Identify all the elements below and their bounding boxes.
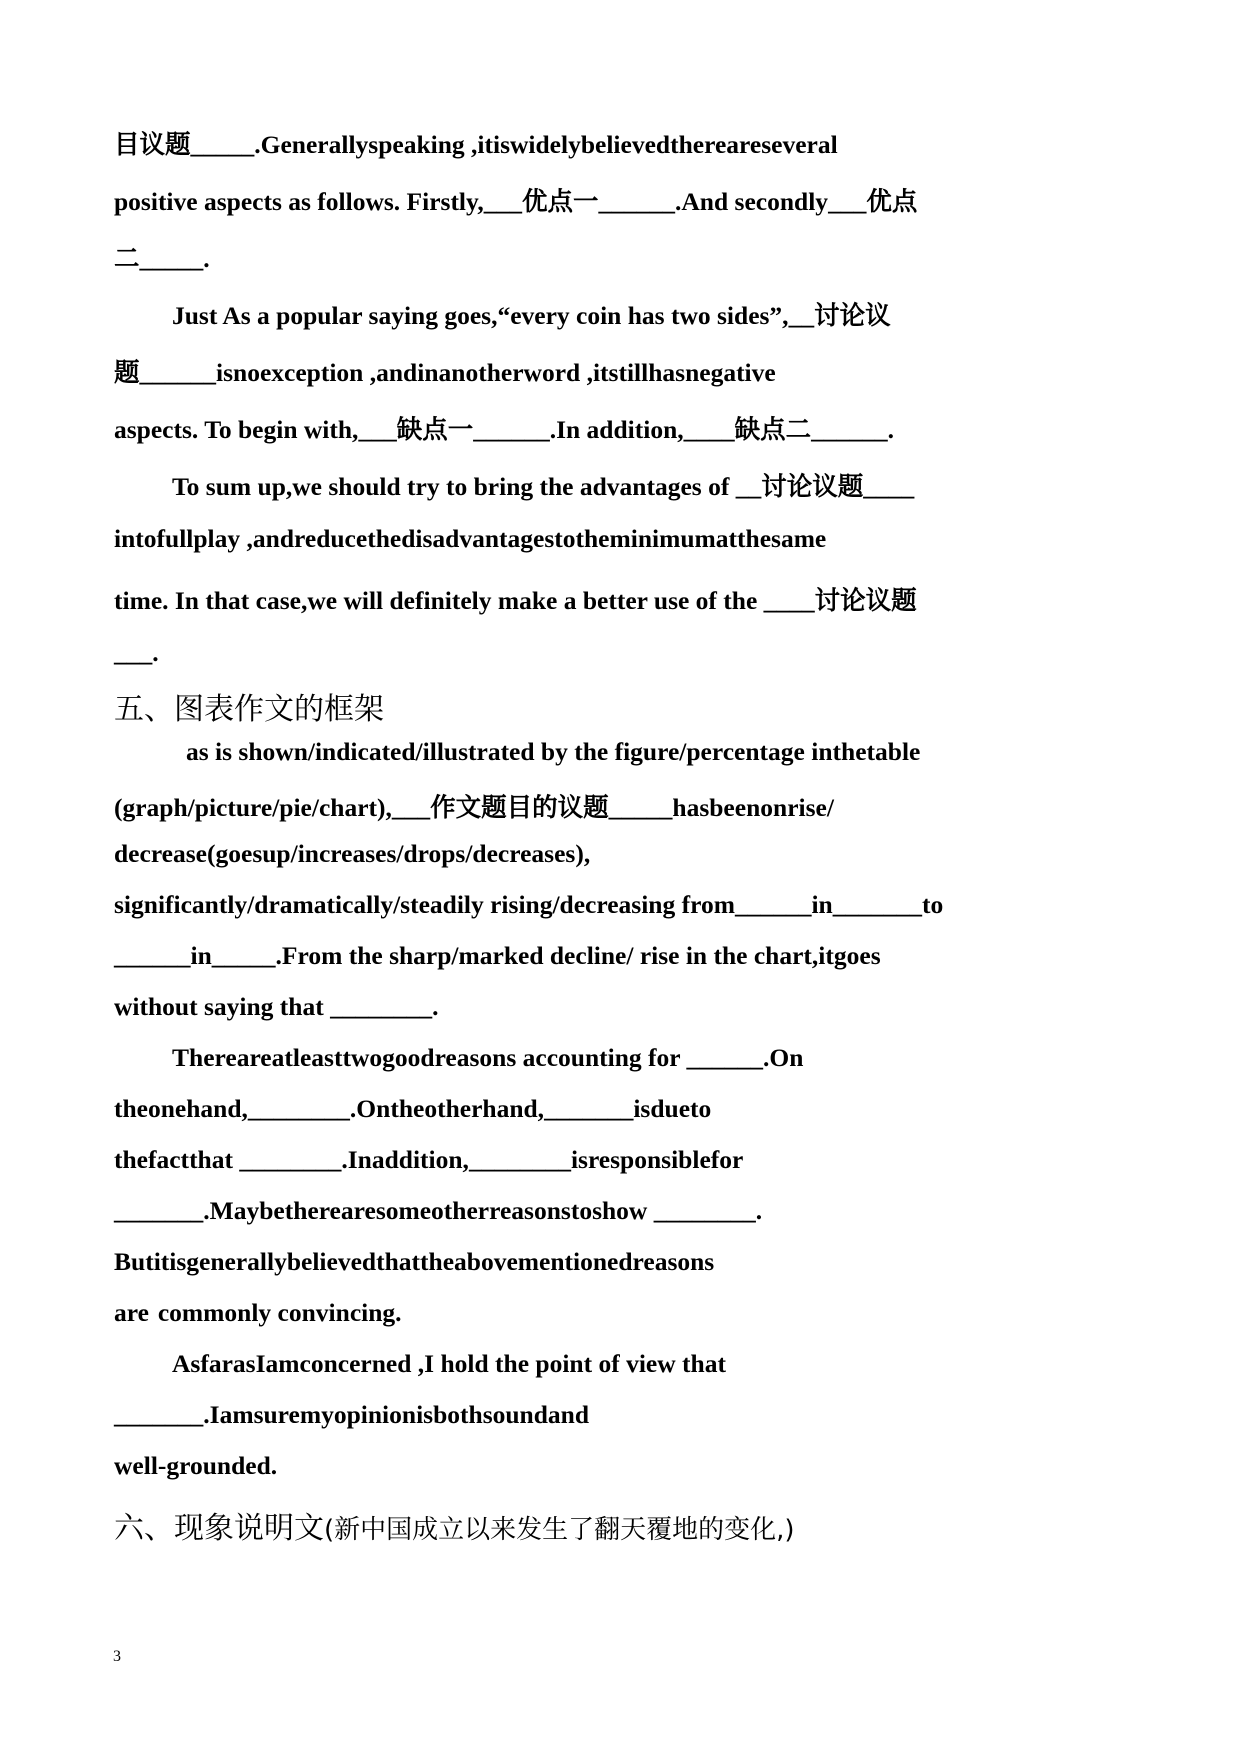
word: Generally [260,130,369,159]
word: is [570,1145,588,1174]
word: has [648,358,686,387]
word: hand, [186,1094,248,1123]
text-line [114,839,1097,890]
word: in [417,358,439,387]
word: we will definitely make a better use of the ____讨论议题 [307,586,917,615]
word: negative [685,358,776,387]
word: On [769,1043,804,1072]
word: into [114,524,157,553]
word: On [356,1094,391,1123]
word: , [583,839,591,868]
page-content [114,125,1097,1556]
word: goes [833,941,881,970]
word: believed [286,1247,377,1276]
word: in [811,890,833,919]
word: In [347,1145,372,1174]
word: disadvantages [401,524,555,553]
word: significantly/dramatically/steadily rising/decreasing from______ [114,890,812,919]
word: reasons accounting for ______. [434,1043,770,1072]
word: as [232,1349,256,1378]
word: I hold the point of view that [424,1349,726,1378]
word: opinion [333,1400,417,1429]
word: the [575,524,610,553]
paragraph-chart-description [114,737,1097,1043]
word: is [169,1247,187,1276]
text-line [114,410,1097,467]
text-line [114,524,1097,581]
word: for [710,1145,744,1174]
word: two [342,1043,383,1072]
word: one [148,1094,187,1123]
word: am [219,1400,254,1429]
word: been [709,793,761,822]
text-line [114,296,1097,353]
word: speaking , [368,130,478,159]
text-line [114,737,1097,788]
word: it [818,941,834,970]
word: mentioned [517,1247,633,1276]
word: has [672,793,710,822]
word: aspects. To begin with, [114,415,359,444]
word: reasons [632,1247,715,1276]
text-line [114,1400,1097,1451]
word: But [114,1247,154,1276]
word: in [190,941,212,970]
word: ____缺点二______. [683,415,895,444]
word: In addition, [556,415,684,444]
word: believed [580,130,671,159]
word: far [200,1349,233,1378]
word: reasons [489,1196,571,1225]
text-line [114,1145,1097,1196]
paragraph-opinion [114,1349,1097,1502]
word: it [477,130,493,159]
paragraph-advantages [114,125,1097,296]
word: (graph/picture/pie/chart), [114,793,392,822]
word: commonly convincing. [157,1298,402,1327]
word: are [726,130,762,159]
word: time. In that case, [114,586,308,615]
word: the [114,1145,148,1174]
word: good [382,1043,435,1072]
word: there [284,1196,341,1225]
word: to [690,1094,712,1123]
page-number: 3 [113,1648,121,1665]
word: my [299,1400,334,1429]
word: There [172,1043,237,1072]
word: From the sharp/marked decline/ rise in the chart, [281,941,819,970]
word: the [737,524,772,553]
word: 题______ [114,358,217,387]
word: __讨论议 [788,301,891,330]
word: to [554,524,576,553]
text-line: ___. [114,638,159,667]
text-line [114,125,1097,182]
word: concerned , [299,1349,425,1378]
word: the [367,524,402,553]
word: is [633,1094,651,1123]
text-line [114,1349,1097,1400]
text-line [114,941,1097,992]
word: ______ [114,941,191,970]
word: word , [523,358,593,387]
word: some [375,1196,432,1225]
word: As [172,1349,201,1378]
word: _____. [211,941,282,970]
word: is [216,358,234,387]
word: at [715,524,738,553]
word: as is shown/indicated/illustrated by the figure/percentage in [186,737,833,766]
word: Maybe [209,1196,285,1225]
word: sure [253,1400,300,1429]
text-line [114,1247,1097,1298]
word: and [252,524,295,553]
text-line [114,467,1097,524]
word: we should try to bring the advantages of __讨论议题____ [292,472,915,501]
word: the [832,737,867,766]
word: fact [148,1145,190,1174]
word: at [271,1043,293,1072]
word: reduce [294,524,368,553]
word: table [866,737,921,766]
word: ___优点一______. [483,187,682,216]
word: am [265,1349,300,1378]
word: And secondly [681,187,829,216]
word: same [771,524,827,553]
word: ___缺点一______. [358,415,557,444]
word: to [570,1196,593,1225]
word: still [608,358,649,387]
text-line: 二_____. [114,244,210,273]
paragraph-reasons [114,1043,1097,1349]
text-line [114,890,1097,941]
word: Just As a popular saying goes, [172,301,498,330]
word: several [761,130,838,159]
word: responsible [587,1145,711,1174]
word: ________ [468,1145,571,1174]
word: play , [193,524,253,553]
word: that ________. [189,1145,348,1174]
word: that [376,1247,421,1276]
word: positive aspects as follows. Firstly, [114,187,484,216]
word: other [424,1094,483,1123]
word: ___作文题目的议题_____ [391,793,673,822]
word: _______ [832,890,922,919]
word: generally [186,1247,287,1276]
word: 目议题_____. [114,130,261,159]
word: the [390,1094,425,1123]
word: other [431,1196,490,1225]
word: goesup/increases/drops/decreases [215,839,576,868]
word: the [114,1094,148,1123]
heading-main: 六、现象说明文 [114,1511,324,1546]
word: it [592,358,609,387]
section-heading-chart-essay: 五、图表作文的框架 [114,692,384,727]
word: _______ [544,1094,634,1123]
word: exception , [259,358,377,387]
text-line [114,1094,1097,1145]
section-heading-phenomenon-essay [114,1502,1097,1556]
word: _______. [114,1400,210,1429]
word: due [650,1094,691,1123]
word: are [340,1196,376,1225]
word: ________. [247,1094,357,1123]
word: and [547,1400,590,1429]
text-line [114,353,1097,410]
paragraph-disadvantages [114,296,1097,467]
word: _______. [114,1196,210,1225]
word: it [153,1247,170,1276]
text-line [114,182,1097,239]
word: on [760,793,788,822]
word: hand, [482,1094,545,1123]
text-line [114,1196,1097,1247]
word: least [292,1043,343,1072]
word: I [255,1349,266,1378]
word: ( [207,839,216,868]
word: rise/ [787,793,834,822]
word: is [416,1400,434,1429]
word: above [454,1247,518,1276]
word: is [492,130,510,159]
word: show ________. [592,1196,763,1225]
word: are [114,1298,149,1327]
word: the [420,1247,455,1276]
word: another [438,358,524,387]
text-line: well-grounded. [114,1451,278,1480]
word: minimum [609,524,716,553]
word: I [209,1400,220,1429]
word: are [236,1043,272,1072]
word: addition, [371,1145,469,1174]
word: widely [510,130,581,159]
word: decrease [114,839,207,868]
word: no [233,358,260,387]
word: ___优点 [828,187,918,216]
text-line [114,788,1097,839]
word: “every coin has two sides”, [497,301,789,330]
word: To sum up, [172,472,293,501]
word: ) [575,839,584,868]
word: both [433,1400,483,1429]
heading-note: (新中国成立以来发生了翻天覆地的变化,) [324,1515,795,1545]
paragraph-conclusion [114,467,1097,683]
word: and [376,358,418,387]
word: there [670,130,727,159]
text-line [114,1043,1097,1094]
word: sound [482,1400,548,1429]
text-line: without saying that ________. [114,992,439,1021]
word: full [156,524,194,553]
word: to [921,890,944,919]
text-line [114,581,1097,638]
text-line [114,1298,1097,1349]
